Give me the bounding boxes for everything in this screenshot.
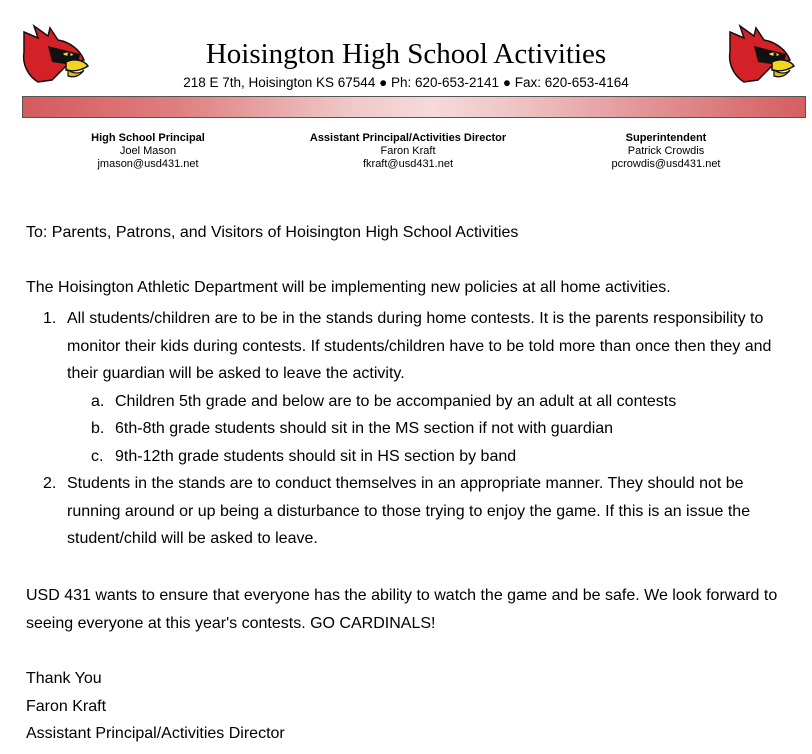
- policy-item: [0, 305, 785, 470]
- letter-salutation: To: Parents, Patrons, and Visitors of Hoisington High School Activities: [26, 224, 519, 241]
- signoff-title: Assistant Principal/Activities Director: [26, 725, 285, 742]
- policy-subitem-letter: c.: [91, 447, 104, 465]
- policy-item-number: 2.: [43, 475, 57, 492]
- letterhead-banner: [22, 96, 806, 118]
- policy-item-number: 1.: [43, 310, 57, 327]
- letter-closing: USD 431 wants to ensure that everyone has the ability to watch the game and be safe. We look forward to seeing everyone at this year's contests. GO CARDINALS!: [26, 587, 778, 632]
- staff-email: jmason@usd431.net: [97, 158, 199, 170]
- policy-sublist: [67, 388, 785, 471]
- staff-name: Joel Mason: [119, 145, 177, 157]
- policy-subitem: [67, 443, 785, 471]
- policy-subitem-text: 6th-8th grade students should sit in the MS section if not with guardian: [115, 420, 614, 437]
- policy-item-text: Students in the stands are to conduct themselves in an appropriate manner. They should not be running around or up being a disturbance to those trying to enjoy the game. If this is an issue the student/child will be asked to leave.: [67, 475, 751, 547]
- policy-list: [0, 305, 812, 553]
- letter-signoff: [26, 665, 796, 748]
- staff-superintendent: [566, 132, 766, 171]
- signoff-thanks: Thank You: [26, 670, 102, 687]
- letterhead-address: 218 E 7th, Hoisington KS 67544 ● Ph: 620-653-2141 ● Fax: 620-653-4164: [183, 75, 629, 90]
- staff-name: Patrick Crowdis: [627, 145, 705, 157]
- staff-role: Assistant Principal/Activities Director: [309, 132, 507, 144]
- staff-role: High School Principal: [91, 132, 205, 144]
- staff-role: Superintendent: [625, 132, 707, 144]
- policy-item: [0, 470, 785, 553]
- policy-subitem-text: Children 5th grade and below are to be accompanied by an adult at all contests: [115, 392, 677, 410]
- staff-principal: [48, 132, 248, 171]
- signoff-name: Faron Kraft: [26, 697, 107, 715]
- letter-intro: The Hoisington Athletic Department will be implementing new policies at all home activities.: [26, 279, 671, 296]
- policy-item-text: All students/children are to be in the stands during home contests. It is the parents responsibility to monitor their kids during contests. If students/children have to be told more than once then they and their guardian will be asked to leave the activity.: [67, 310, 772, 382]
- policy-subitem-text: 9th-12th grade students should sit in HS section by band: [115, 447, 517, 465]
- staff-email: fkraft@usd431.net: [362, 158, 454, 170]
- staff-activities-director: [292, 132, 524, 171]
- policy-subitem-letter: a.: [91, 392, 105, 410]
- letterhead-title: Hoisington High School Activities: [205, 38, 607, 70]
- policy-subitem: [67, 415, 785, 443]
- policy-subitem: [67, 388, 785, 416]
- staff-email: pcrowdis@usd431.net: [611, 158, 721, 170]
- policy-subitem-letter: b.: [91, 420, 105, 437]
- staff-name: Faron Kraft: [380, 145, 436, 157]
